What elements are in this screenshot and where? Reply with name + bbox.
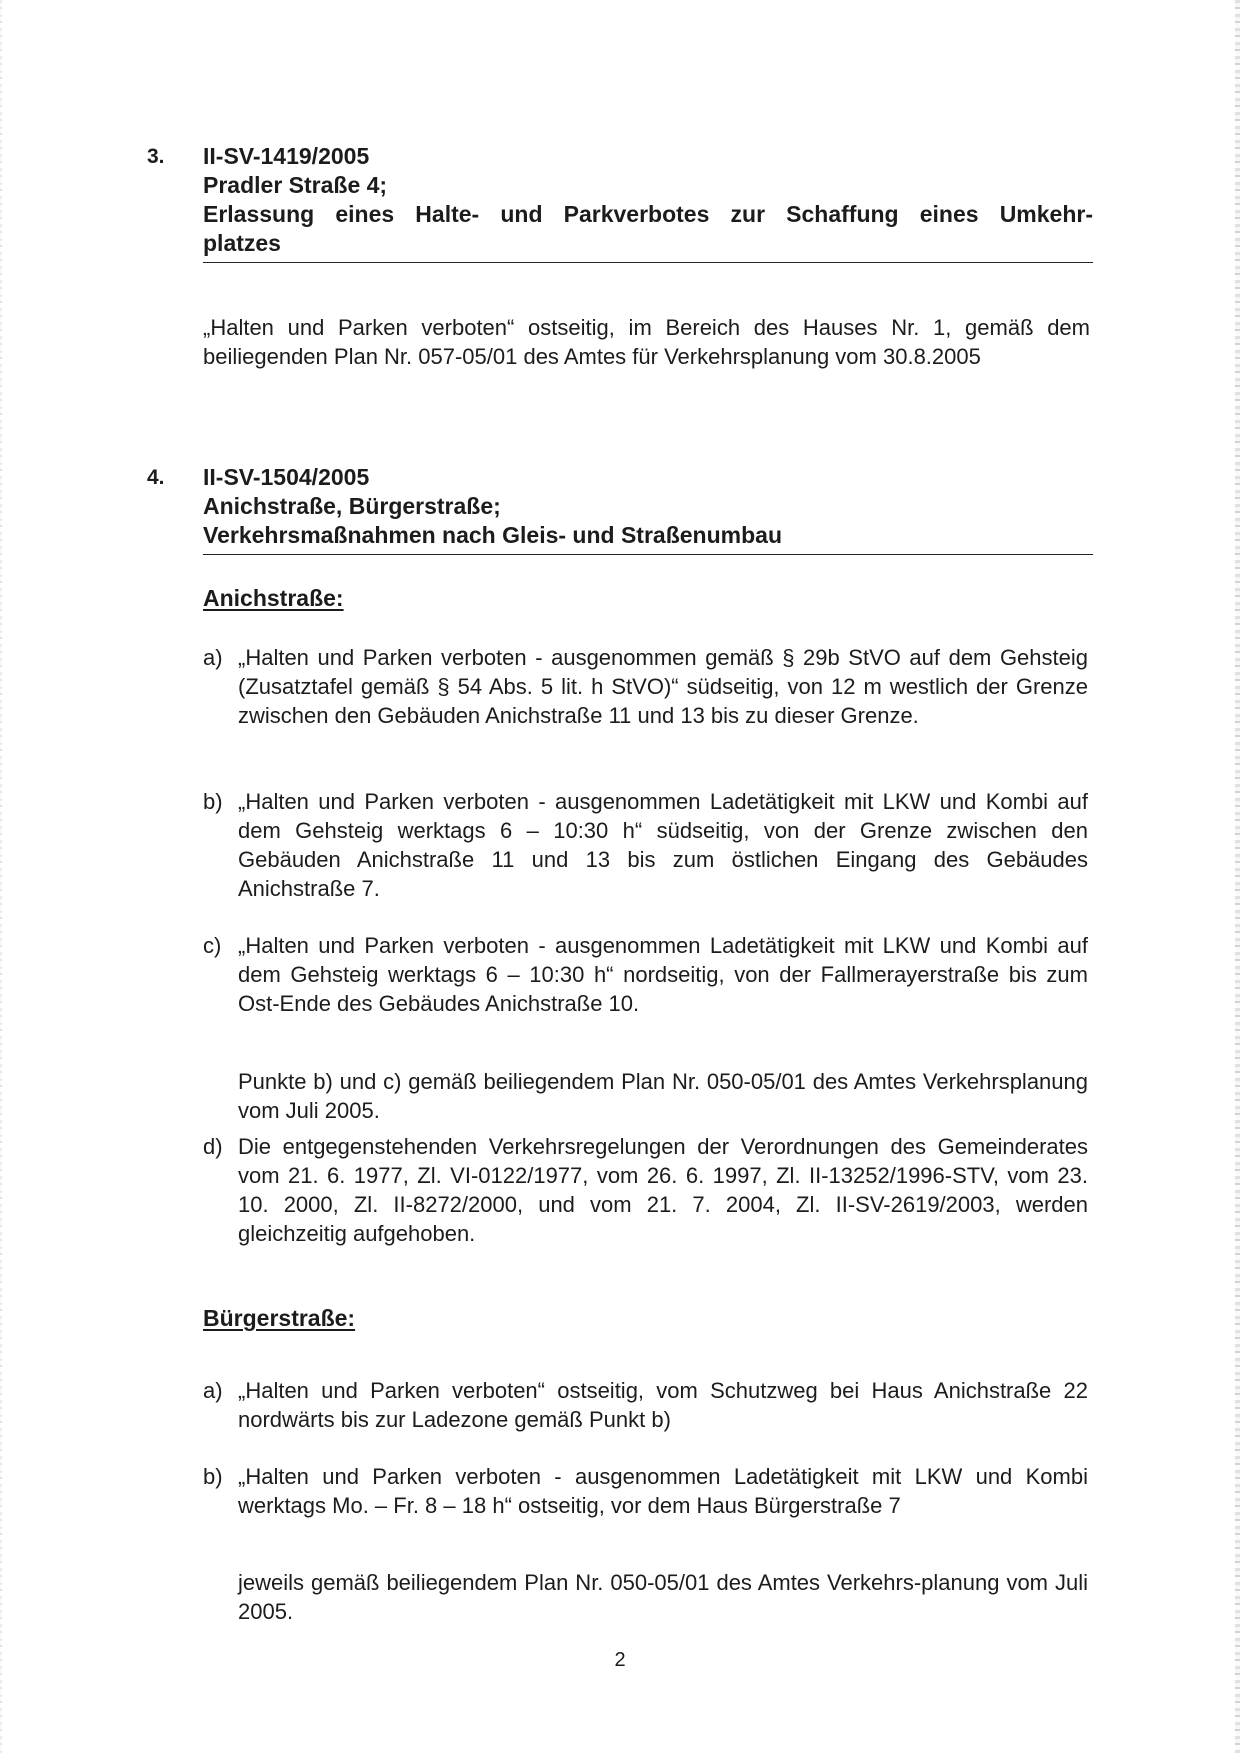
- section-3-number: 3.: [147, 145, 165, 168]
- item-text: Die entgegenstehenden Verkehrsregelungen der Verordnungen des Gemeinderates vom 21. 6. 1977, Zl. VI-0122/1977, vom 26. 6. 1997, Zl. II-13252/1996-STV, vom 23. 10. 2000, Zl. II-8272/2000, und vom 21. 7. 2004, Zl. II-SV-2619/2003, werden gleichzeitig aufgehoben.: [238, 1134, 1088, 1246]
- anichstrasse-item-c: [203, 931, 1088, 1018]
- section-3-code: II-SV-1419/2005: [203, 143, 370, 169]
- anichstrasse-item-b: [203, 787, 1088, 903]
- section-3-header: [203, 142, 1093, 258]
- item-label: c): [203, 933, 222, 958]
- buergerstrasse-note: jeweils gemäß beiliegendem Plan Nr. 050-05/01 des Amtes Verkehrs-planung vom Juli 2005.: [238, 1570, 1088, 1624]
- item-label: a): [203, 1378, 223, 1403]
- subsection-buergerstrasse-heading: Bürgerstraße:: [203, 1305, 356, 1331]
- section-4-number: 4.: [147, 466, 165, 489]
- anichstrasse-note: Punkte b) und c) gemäß beiliegendem Plan Nr. 050-05/01 des Amtes Verkehrsplanung vom Juli 2005.: [238, 1069, 1088, 1123]
- section-3-title-line1: Erlassung eines Halte- und Parkverbotes zur Schaffung eines Umkehr-: [203, 201, 1093, 227]
- anichstrasse-item-a: [203, 643, 1088, 730]
- section-4-title: Verkehrsmaßnahmen nach Gleis- und Straßenumbau: [203, 522, 782, 548]
- section-4-divider: [203, 554, 1093, 555]
- item-text: „Halten und Parken verboten - ausgenommen gemäß § 29b StVO auf dem Gehsteig (Zusatztafel gemäß § 54 Abs. 5 lit. h StVO)“ südseitig, von 12 m westlich der Grenze zwischen den Gebäuden Anichstraße 11 und 13 bis zu dieser Grenze.: [238, 645, 1088, 728]
- item-text: „Halten und Parken verboten - ausgenommen Ladetätigkeit mit LKW und Kombi auf dem Gehsteig werktags 6 – 10:30 h“ nordseitig, von der Fallmerayerstraße bis zum Ost-Ende des Gebäudes Anichstraße 10.: [238, 933, 1088, 1016]
- buergerstrasse-item-a: [203, 1376, 1088, 1434]
- item-label: b): [203, 789, 223, 814]
- item-label: a): [203, 645, 223, 670]
- item-text: „Halten und Parken verboten - ausgenommen Ladetätigkeit mit LKW und Kombi auf dem Gehsteig werktags 6 – 10:30 h“ südseitig, von der Grenze zwischen den Gebäuden Anichstraße 11 und 13 bis zum östlichen Eingang des Gebäudes Anichstraße 7.: [238, 789, 1088, 901]
- page-number: 2: [614, 1649, 626, 1671]
- anichstrasse-item-d: [203, 1132, 1088, 1248]
- item-label: d): [203, 1134, 223, 1159]
- section-4-location: Anichstraße, Bürgerstraße;: [203, 493, 501, 519]
- section-4-header: [203, 463, 1093, 550]
- item-label: b): [203, 1464, 223, 1489]
- scan-edge-right: [1235, 0, 1240, 1753]
- section-3-body: „Halten und Parken verboten“ ostseitig, im Bereich des Hauses Nr. 1, gemäß dem beiliegenden Plan Nr. 057-05/01 des Amtes für Verkehrsplanung vom 30.8.2005: [203, 315, 1090, 369]
- buergerstrasse-item-b: [203, 1462, 1088, 1520]
- subsection-anichstrasse-heading: Anichstraße:: [203, 585, 344, 611]
- item-text: „Halten und Parken verboten“ ostseitig, vom Schutzweg bei Haus Anichstraße 22 nordwärts bis zur Ladezone gemäß Punkt b): [238, 1378, 1088, 1432]
- item-text: „Halten und Parken verboten - ausgenommen Ladetätigkeit mit LKW und Kombi werktags Mo. – Fr. 8 – 18 h“ ostseitig, vor dem Haus Bürgerstraße 7: [238, 1464, 1088, 1518]
- scan-edge-left: [0, 0, 2, 1753]
- section-3-location: Pradler Straße 4;: [203, 172, 388, 198]
- section-3-divider: [203, 262, 1093, 263]
- section-3-title-line2: platzes: [203, 230, 281, 256]
- section-4-code: II-SV-1504/2005: [203, 464, 370, 490]
